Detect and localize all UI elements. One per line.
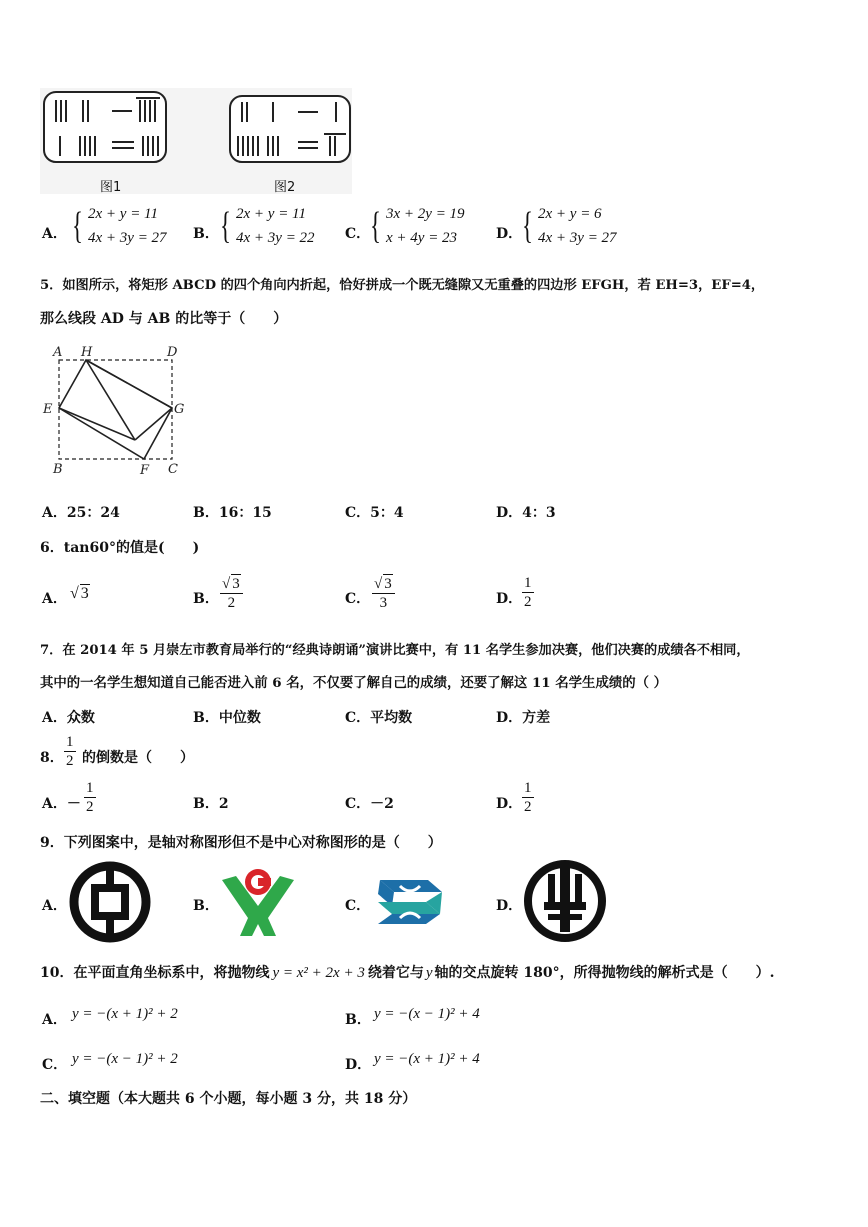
q4-option-b-label: B． xyxy=(193,226,219,242)
q5-rectangle-figure xyxy=(40,340,200,480)
q4-option-d-label: D． xyxy=(496,226,523,242)
q5-stem-line2: 那么线段 AD 与 AB 的比等于（ ） xyxy=(40,311,288,327)
label-B: B xyxy=(53,462,63,477)
q7-stem-line2: 其中的一名学生想知道自己能否进入前 6 名，不仅要了解自己的成绩，还要了解这 11 名学生成绩的（ ） xyxy=(40,675,668,691)
q8-option-c: C．－2 xyxy=(345,796,394,812)
q9-option-a-label: A． xyxy=(42,898,67,914)
q8-stem-tail: 的倒数是（ ） xyxy=(82,750,194,766)
q8-option-b: B．2 xyxy=(193,796,229,812)
q6-option-b-value: $\frac{√ 3}{2}$ xyxy=(220,574,243,612)
q6-option-c-label: C． xyxy=(345,591,371,607)
q8-option-a-value: $\frac{1}{2}$ xyxy=(86,780,94,815)
bank-of-china-logo-image xyxy=(68,860,152,948)
q6-option-b-label: B． xyxy=(193,591,219,607)
q4-option-c-label: C． xyxy=(345,226,371,242)
q5-option-d: D．4：3 xyxy=(496,505,556,521)
q8-number: 8． xyxy=(40,750,64,766)
q4-option-a-label: A． xyxy=(42,226,67,242)
q6-option-a-value: √ 3 xyxy=(70,585,89,602)
label-H: H xyxy=(81,345,93,360)
q7-option-c: C．平均数 xyxy=(345,710,413,726)
q7-stem-line1: 7．在 2014 年 5 月崇左市教育局举行的“经典诗朗诵”演讲比赛中，有 11 名学生参加决赛，他们决赛的成绩各不相同， xyxy=(40,643,750,658)
q6-option-c-value: $\frac{√ 3}{3}$ xyxy=(372,574,395,612)
q6-stem: 6．tan60°的值是( ) xyxy=(40,540,200,556)
q7-option-d: D．方差 xyxy=(496,710,551,726)
label-F: F xyxy=(140,463,150,478)
label-A: A xyxy=(53,345,63,360)
q10-stem: 10．在平面直角坐标系中，将抛物线 y = x² + 2x + 3 绕着它与 y 轴的交点旋转 180°，所得抛物线的解析式是（ ）. xyxy=(40,965,775,981)
q10-option-a-expr: y = −(x + 1)² + 2 xyxy=(72,1006,178,1022)
q10-option-d-expr: y = −(x + 1)² + 4 xyxy=(374,1051,480,1067)
section-2-heading: 二、填空题（本大题共 6 个小题，每小题 3 分，共 18 分） xyxy=(40,1091,417,1107)
figure-2-caption: 图2 xyxy=(274,180,296,195)
q4-option-b-system: { 2x + y = 11 4x + 3y = 22 xyxy=(220,205,315,247)
q10-option-b-label: B． xyxy=(345,1012,371,1028)
china-construction-bank-logo-image xyxy=(370,866,452,942)
q4-option-a-system: { 2x + y = 11 4x + 3y = 27 xyxy=(72,205,167,247)
rural-credit-logo-image xyxy=(218,862,298,946)
q8-fraction: $\frac{1}{2}$ xyxy=(66,734,74,769)
q4-option-c-system: { 3x + 2y = 19 x + 4y = 23 xyxy=(370,205,465,247)
q5-option-a: A．25：24 xyxy=(42,505,120,521)
counting-rod-figures xyxy=(40,88,352,194)
label-E: E xyxy=(43,402,53,417)
q6-option-d-label: D． xyxy=(496,591,523,607)
q4-option-d-system: { 2x + y = 6 4x + 3y = 27 xyxy=(522,205,617,247)
q10-parabola: y = x² + 2x + 3 xyxy=(272,965,365,981)
q10-option-d-label: D． xyxy=(345,1057,372,1073)
label-C: C xyxy=(168,462,178,477)
agricultural-bank-logo-image xyxy=(522,858,608,948)
q9-option-c-label: C． xyxy=(345,898,371,914)
label-G: G xyxy=(174,402,185,417)
q9-option-b-label: B． xyxy=(193,898,219,914)
label-D: D xyxy=(167,345,178,360)
q6-option-a-label: A． xyxy=(42,591,67,607)
q7-option-b: B．中位数 xyxy=(193,710,261,726)
q5-stem-line1: 5．如图所示，将矩形 ABCD 的四个角向内折起，恰好拼成一个既无缝隙又无重叠的四边形 EFGH，若 EH=3，EF=4， xyxy=(40,278,765,293)
q8-option-d-value: $\frac{1}{2}$ xyxy=(524,780,532,815)
q8-option-a-label: A．－ xyxy=(42,796,81,812)
figure-1-caption: 图1 xyxy=(100,180,122,195)
q5-option-c: C．5：4 xyxy=(345,505,404,521)
q10-option-c-expr: y = −(x − 1)² + 2 xyxy=(72,1051,178,1067)
q10-option-c-label: C． xyxy=(42,1057,68,1073)
q10-option-a-label: A． xyxy=(42,1012,67,1028)
q6-option-d-value: $\frac{1}{2}$ xyxy=(524,575,532,610)
q10-option-b-expr: y = −(x − 1)² + 4 xyxy=(374,1006,480,1022)
q7-option-a: A．众数 xyxy=(42,710,95,726)
q8-option-d-label: D． xyxy=(496,796,523,812)
q9-stem: 9．下列图案中，是轴对称图形但不是中心对称图形的是（ ） xyxy=(40,835,442,851)
q9-option-d-label: D． xyxy=(496,898,523,914)
q5-option-b: B．16：15 xyxy=(193,505,272,521)
